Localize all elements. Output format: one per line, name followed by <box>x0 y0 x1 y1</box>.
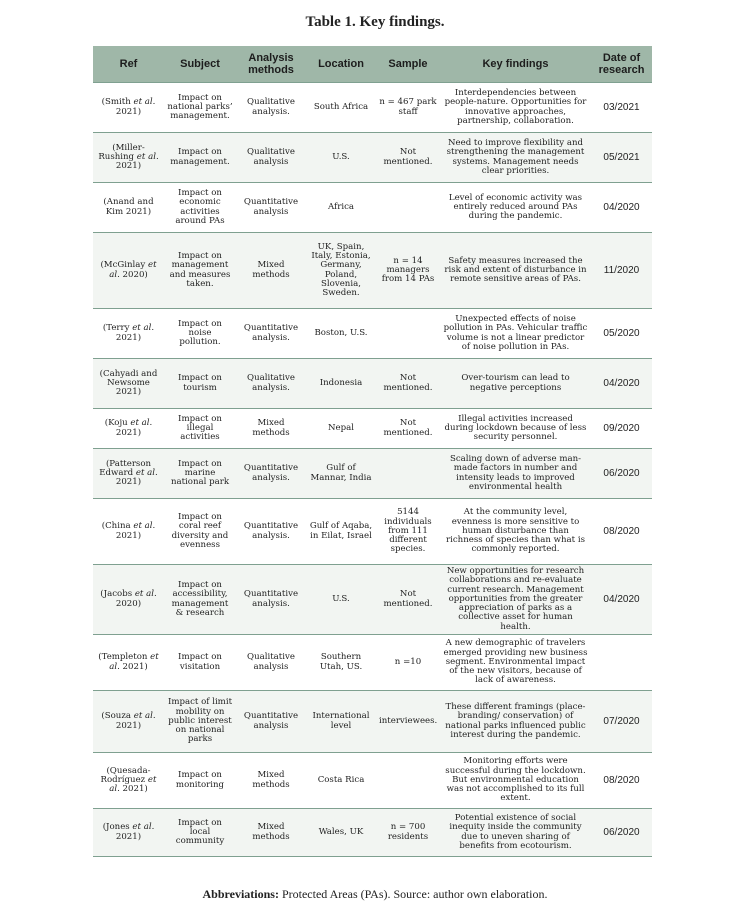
table-row <box>93 233 652 309</box>
cell-date: 05/2021 <box>591 133 652 183</box>
caption-label: Abbreviations: <box>202 887 279 901</box>
et-al-italic: et al. <box>136 151 159 162</box>
cell-subject: Impact on economic activities around PAs <box>164 183 236 233</box>
cell-date: 03/2021 <box>591 83 652 133</box>
header-analysis-methods: Analysis methods <box>236 46 306 83</box>
cell-location: Nepal <box>306 409 376 449</box>
cell-sample <box>376 183 440 233</box>
cell-subject: Impact of limit mobility on public interest on national parks <box>164 691 236 753</box>
cell-ref: (Cahyadi and Newsome 2021) <box>93 359 164 409</box>
cell-date: 05/2020 <box>591 309 652 359</box>
key-findings-table <box>93 46 652 857</box>
cell-methods: Mixed methods <box>236 233 306 309</box>
cell-findings: A new demographic of travelers emerged providing new business segment. Environmental impact of the new visitors, because of lack of awareness. <box>440 635 591 691</box>
cell-subject: Impact on coral reef diversity and evenness <box>164 499 236 565</box>
cell-date: 08/2020 <box>591 499 652 565</box>
cell-subject: Impact on national parks’ management. <box>164 83 236 133</box>
cell-findings: Interdependencies between people-nature. Opportunities for innovative approaches, partnership, collaboration. <box>440 83 591 133</box>
table-row <box>93 753 652 809</box>
cell-ref: (Terry et al. 2021) <box>93 309 164 359</box>
cell-location: UK, Spain, Italy, Estonia, Germany, Poland, Slovenia, Sweden. <box>306 233 376 309</box>
cell-sample: Not mentioned. <box>376 359 440 409</box>
cell-subject: Impact on noise pollution. <box>164 309 236 359</box>
cell-sample: 5144 individuals from 111 different species. <box>376 499 440 565</box>
cell-methods: Quantitative analysis. <box>236 565 306 635</box>
et-al-italic: et al. <box>109 774 157 795</box>
cell-location: Boston, U.S. <box>306 309 376 359</box>
cell-methods: Qualitative analysis <box>236 635 306 691</box>
cell-location: Gulf of Aqaba, in Eilat, Israel <box>306 499 376 565</box>
caption-text: Protected Areas (PAs). Source: author own elaboration. <box>281 887 548 901</box>
et-al-italic: et al. <box>132 323 155 334</box>
table-row <box>93 635 652 691</box>
table-caption <box>0 887 750 902</box>
et-al-italic: et al. <box>133 521 156 532</box>
table-row <box>93 83 652 133</box>
cell-ref: (Koju et al. 2021) <box>93 409 164 449</box>
cell-methods: Quantitative analysis. <box>236 449 306 499</box>
cell-sample: n = 700 residents <box>376 809 440 857</box>
header-location: Location <box>306 46 376 83</box>
cell-methods: Mixed methods <box>236 409 306 449</box>
cell-findings: Scaling down of adverse man-made factors in number and intensity leads to improved environmental health <box>440 449 591 499</box>
cell-date <box>591 635 652 691</box>
cell-ref: (Patterson Edward et al. 2021) <box>93 449 164 499</box>
table-row <box>93 183 652 233</box>
header-date: Date of research <box>591 46 652 83</box>
cell-methods: Quantitative analysis <box>236 691 306 753</box>
table-row <box>93 565 652 635</box>
cell-findings: Level of economic activity was entirely reduced around PAs during the pandemic. <box>440 183 591 233</box>
table-body <box>93 83 652 857</box>
cell-ref: (Templeton et al. 2021) <box>93 635 164 691</box>
cell-methods: Quantitative analysis. <box>236 499 306 565</box>
cell-sample <box>376 449 440 499</box>
cell-subject: Impact on marine national park <box>164 449 236 499</box>
cell-findings: Illegal activities increased during lockdown because of less security personnel. <box>440 409 591 449</box>
et-al-italic: et al. <box>133 97 156 108</box>
cell-date: 07/2020 <box>591 691 652 753</box>
cell-ref: (Jacobs et al. 2020) <box>93 565 164 635</box>
cell-date: 04/2020 <box>591 183 652 233</box>
cell-findings: Safety measures increased the risk and extent of disturbance in remote sensitive areas of PAs. <box>440 233 591 309</box>
et-al-italic: et al. <box>109 652 159 672</box>
cell-sample: Not mentioned. <box>376 409 440 449</box>
header-row <box>93 46 652 83</box>
cell-location: Gulf of Mannar, India <box>306 449 376 499</box>
table-row <box>93 809 652 857</box>
cell-ref: (McGinlay et al. 2020) <box>93 233 164 309</box>
cell-ref: (Souza et al. 2021) <box>93 691 164 753</box>
cell-methods: Quantitative analysis. <box>236 309 306 359</box>
cell-methods: Mixed methods <box>236 809 306 857</box>
cell-location: South Africa <box>306 83 376 133</box>
cell-date: 04/2020 <box>591 359 652 409</box>
cell-location: Southern Utah, US. <box>306 635 376 691</box>
cell-ref: (Smith et al. 2021) <box>93 83 164 133</box>
cell-sample: Not mentioned. <box>376 133 440 183</box>
cell-date: 06/2020 <box>591 449 652 499</box>
cell-sample: n = 14 managers from 14 PAs <box>376 233 440 309</box>
table-row <box>93 409 652 449</box>
cell-location: Wales, UK <box>306 809 376 857</box>
cell-findings: These different framings (place-branding/ conservation) of national parks influenced public interest during the pandemic. <box>440 691 591 753</box>
cell-findings: Over-tourism can lead to negative perceptions <box>440 359 591 409</box>
cell-methods: Quantitative analysis <box>236 183 306 233</box>
cell-location: International level <box>306 691 376 753</box>
cell-sample: n =10 <box>376 635 440 691</box>
cell-location: U.S. <box>306 565 376 635</box>
cell-ref: (Miller-Rushing et al. 2021) <box>93 133 164 183</box>
table-row <box>93 309 652 359</box>
et-al-italic: et al. <box>135 467 158 478</box>
cell-location: U.S. <box>306 133 376 183</box>
cell-subject: Impact on visitation <box>164 635 236 691</box>
cell-findings: Need to improve flexibility and strengthening the management systems. Management needs clear priorities. <box>440 133 591 183</box>
cell-ref: (Quesada-Rodríguez et al. 2021) <box>93 753 164 809</box>
header-sample: Sample <box>376 46 440 83</box>
cell-subject: Impact on tourism <box>164 359 236 409</box>
cell-date: 09/2020 <box>591 409 652 449</box>
cell-location: Africa <box>306 183 376 233</box>
cell-subject: Impact on monitoring <box>164 753 236 809</box>
cell-date: 08/2020 <box>591 753 652 809</box>
cell-sample <box>376 753 440 809</box>
cell-subject: Impact on management. <box>164 133 236 183</box>
cell-findings: Potential existence of social inequity inside the community due to uneven sharing of benefits from ecotourism. <box>440 809 591 857</box>
cell-subject: Impact on accessibility, management & research <box>164 565 236 635</box>
header-key-findings: Key findings <box>440 46 591 83</box>
cell-sample: interviewees. <box>376 691 440 753</box>
cell-sample: n = 467 park staff <box>376 83 440 133</box>
cell-sample: Not mentioned. <box>376 565 440 635</box>
header-subject: Subject <box>164 46 236 83</box>
et-al-italic: et al. <box>109 260 157 280</box>
et-al-italic: et al. <box>134 589 157 600</box>
cell-ref: (Anand and Kim 2021) <box>93 183 164 233</box>
cell-location: Indonesia <box>306 359 376 409</box>
cell-methods: Qualitative analysis. <box>236 359 306 409</box>
cell-sample <box>376 309 440 359</box>
table-row <box>93 691 652 753</box>
cell-subject: Impact on local community <box>164 809 236 857</box>
cell-findings: Unexpected effects of noise pollution in PAs. Vehicular traffic volume is not a linear predictor of noise pollution in PAs. <box>440 309 591 359</box>
table-row <box>93 449 652 499</box>
table-row <box>93 499 652 565</box>
cell-methods: Mixed methods <box>236 753 306 809</box>
cell-date: 04/2020 <box>591 565 652 635</box>
cell-methods: Qualitative analysis <box>236 133 306 183</box>
cell-findings: New opportunities for research collaborations and re-evaluate current research. Management opportunities from the greater appreciation of parks as a collective asset for human health. <box>440 565 591 635</box>
cell-findings: At the community level, evenness is more sensitive to human disturbance than richness of species than what is commonly reported. <box>440 499 591 565</box>
cell-ref: (China et al. 2021) <box>93 499 164 565</box>
et-al-italic: et al. <box>133 711 156 722</box>
cell-findings: Monitoring efforts were successful during the lockdown. But environmental education was not accomplished to its full extent. <box>440 753 591 809</box>
header-ref: Ref <box>93 46 164 83</box>
cell-ref: (Jones et al. 2021) <box>93 809 164 857</box>
cell-location: Costa Rica <box>306 753 376 809</box>
cell-subject: Impact on management and measures taken. <box>164 233 236 309</box>
table-title: Table 1. Key findings. <box>305 14 445 30</box>
cell-subject: Impact on illegal activities <box>164 409 236 449</box>
et-al-italic: et al. <box>132 822 155 833</box>
et-al-italic: et al. <box>130 418 153 429</box>
table-row <box>93 133 652 183</box>
cell-date: 06/2020 <box>591 809 652 857</box>
cell-date: 11/2020 <box>591 233 652 309</box>
cell-methods: Qualitative analysis. <box>236 83 306 133</box>
table-row <box>93 359 652 409</box>
